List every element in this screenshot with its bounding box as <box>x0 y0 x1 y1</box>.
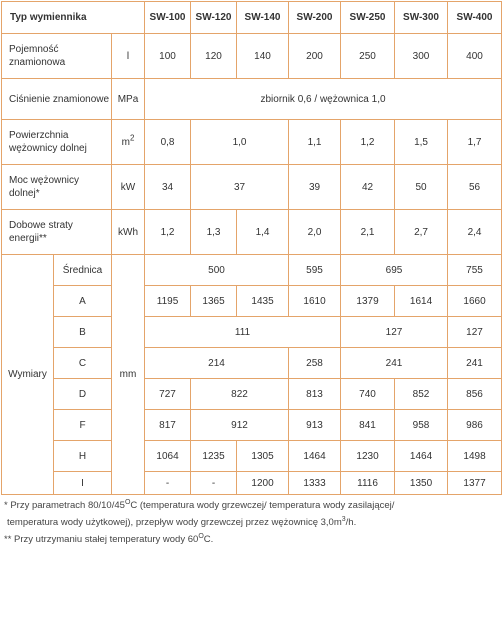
cell-value: 1,2 <box>145 210 191 255</box>
param-losses: Dobowe straty energii** <box>2 210 112 255</box>
cell-value: - <box>191 472 237 495</box>
cell-value: 1350 <box>395 472 448 495</box>
cell-value: 1610 <box>289 286 341 317</box>
cell-value: 1,7 <box>448 120 502 165</box>
cell-value: 2,4 <box>448 210 502 255</box>
cell-value: 1333 <box>289 472 341 495</box>
model-sw250: SW-250 <box>341 2 395 34</box>
table-row-d <box>2 379 502 410</box>
type-header: Typ wymiennika <box>2 2 145 34</box>
cell-value: zbiornik 0,6 / wężownica 1,0 <box>145 79 502 120</box>
cell-value: 912 <box>191 410 289 441</box>
cell-value: 1,2 <box>341 120 395 165</box>
table-row-i <box>2 472 502 495</box>
footnote-2: ** Przy utrzymaniu stałej temperatury wody $60^OC$. <box>4 532 214 545</box>
cell-value: 56 <box>448 165 502 210</box>
cell-value: 740 <box>341 379 395 410</box>
cell-value: 1,1 <box>289 120 341 165</box>
table-row-capacity <box>2 34 502 79</box>
cell-value: 250 <box>341 34 395 79</box>
dim-label-d: D <box>54 379 112 410</box>
footnote-1-continued: temperatura wody użytkowej), przepływ wody grzewczej przez wężownicę $3,0m^3/h$. <box>7 515 357 528</box>
model-sw100: SW-100 <box>145 2 191 34</box>
cell-value: 200 <box>289 34 341 79</box>
table-row-f <box>2 410 502 441</box>
cell-value: 1305 <box>237 441 289 472</box>
unit-pressure: MPa <box>112 79 145 120</box>
cell-value: 0,8 <box>145 120 191 165</box>
cell-value: 500 <box>145 255 289 286</box>
cell-value: 1464 <box>395 441 448 472</box>
cell-value: 695 <box>341 255 448 286</box>
cell-value: 2,1 <box>341 210 395 255</box>
cell-value: 1435 <box>237 286 289 317</box>
table-row-coil-power <box>2 165 502 210</box>
model-sw120: SW-120 <box>191 2 237 34</box>
cell-value: 258 <box>289 348 341 379</box>
cell-value: 39 <box>289 165 341 210</box>
cell-value: 986 <box>448 410 502 441</box>
cell-value: 1235 <box>191 441 237 472</box>
cell-value: 1379 <box>341 286 395 317</box>
table-row-pressure <box>2 79 502 120</box>
dim-label-diameter: Średnica <box>54 255 112 286</box>
dim-label-a: A <box>54 286 112 317</box>
unit-coil-power: kW <box>112 165 145 210</box>
cell-value: 2,0 <box>289 210 341 255</box>
cell-value: 755 <box>448 255 502 286</box>
cell-value: 400 <box>448 34 502 79</box>
table-row-coil-area <box>2 120 502 165</box>
cell-value: 856 <box>448 379 502 410</box>
cell-value: 1064 <box>145 441 191 472</box>
cell-value: 595 <box>289 255 341 286</box>
cell-value: 841 <box>341 410 395 441</box>
cell-value: 813 <box>289 379 341 410</box>
param-coil-power: Moc wężownicy dolnej* <box>2 165 112 210</box>
cell-value: 34 <box>145 165 191 210</box>
cell-value: 1,3 <box>191 210 237 255</box>
cell-value: 111 <box>145 317 341 348</box>
dim-label-b: B <box>54 317 112 348</box>
footnotes <box>4 497 502 548</box>
cell-value: 1116 <box>341 472 395 495</box>
cell-value: 241 <box>341 348 448 379</box>
dim-label-f: F <box>54 410 112 441</box>
cell-value: 127 <box>341 317 448 348</box>
cell-value: 127 <box>448 317 502 348</box>
table-row-losses <box>2 210 502 255</box>
cell-value: 1,5 <box>395 120 448 165</box>
cell-value: 140 <box>237 34 289 79</box>
param-pressure: Ciśnienie znamionowe <box>2 79 112 120</box>
model-sw200: SW-200 <box>289 2 341 34</box>
cell-value: 913 <box>289 410 341 441</box>
cell-value: 1,4 <box>237 210 289 255</box>
cell-value: 817 <box>145 410 191 441</box>
header-row <box>2 2 502 34</box>
cell-value: 42 <box>341 165 395 210</box>
param-capacity: Pojemność znamionowa <box>2 34 112 79</box>
cell-value: 1200 <box>237 472 289 495</box>
cell-value: 2,7 <box>395 210 448 255</box>
cell-value: 50 <box>395 165 448 210</box>
cell-value: 1377 <box>448 472 502 495</box>
dimensions-label: Wymiary <box>2 255 54 495</box>
cell-value: 1660 <box>448 286 502 317</box>
dim-label-i: I <box>54 472 112 495</box>
param-coil-area: Powierzchnia wężownicy dolnej <box>2 120 112 165</box>
table-row-h <box>2 441 502 472</box>
cell-value: 727 <box>145 379 191 410</box>
dim-label-c: C <box>54 348 112 379</box>
model-sw300: SW-300 <box>395 2 448 34</box>
cell-value: - <box>145 472 191 495</box>
cell-value: 241 <box>448 348 502 379</box>
cell-value: 1230 <box>341 441 395 472</box>
unit-coil-area: $m^2$ <box>112 120 145 165</box>
cell-value: 1195 <box>145 286 191 317</box>
table-row-a <box>2 286 502 317</box>
cell-value: 1365 <box>191 286 237 317</box>
cell-value: 300 <box>395 34 448 79</box>
cell-value: 852 <box>395 379 448 410</box>
specification-table <box>1 1 502 495</box>
cell-value: 120 <box>191 34 237 79</box>
cell-value: 1464 <box>289 441 341 472</box>
table-row-c <box>2 348 502 379</box>
cell-value: 100 <box>145 34 191 79</box>
cell-value: 214 <box>145 348 289 379</box>
table-row-b <box>2 317 502 348</box>
cell-value: 822 <box>191 379 289 410</box>
model-sw400: SW-400 <box>448 2 502 34</box>
cell-value: 1614 <box>395 286 448 317</box>
dimensions-unit: mm <box>112 255 145 495</box>
cell-value: 1,0 <box>191 120 289 165</box>
cell-value: 37 <box>191 165 289 210</box>
unit-capacity: l <box>112 34 145 79</box>
cell-value: 1498 <box>448 441 502 472</box>
unit-losses: kWh <box>112 210 145 255</box>
dim-label-h: H <box>54 441 112 472</box>
model-sw140: SW-140 <box>237 2 289 34</box>
footnote-1: * Przy parametrach $80/10/45^OC$ (temperatura wody grzewczej/ temperatura wody zasilającej/ <box>4 498 395 511</box>
cell-value: 958 <box>395 410 448 441</box>
table-row-diameter <box>2 255 502 286</box>
